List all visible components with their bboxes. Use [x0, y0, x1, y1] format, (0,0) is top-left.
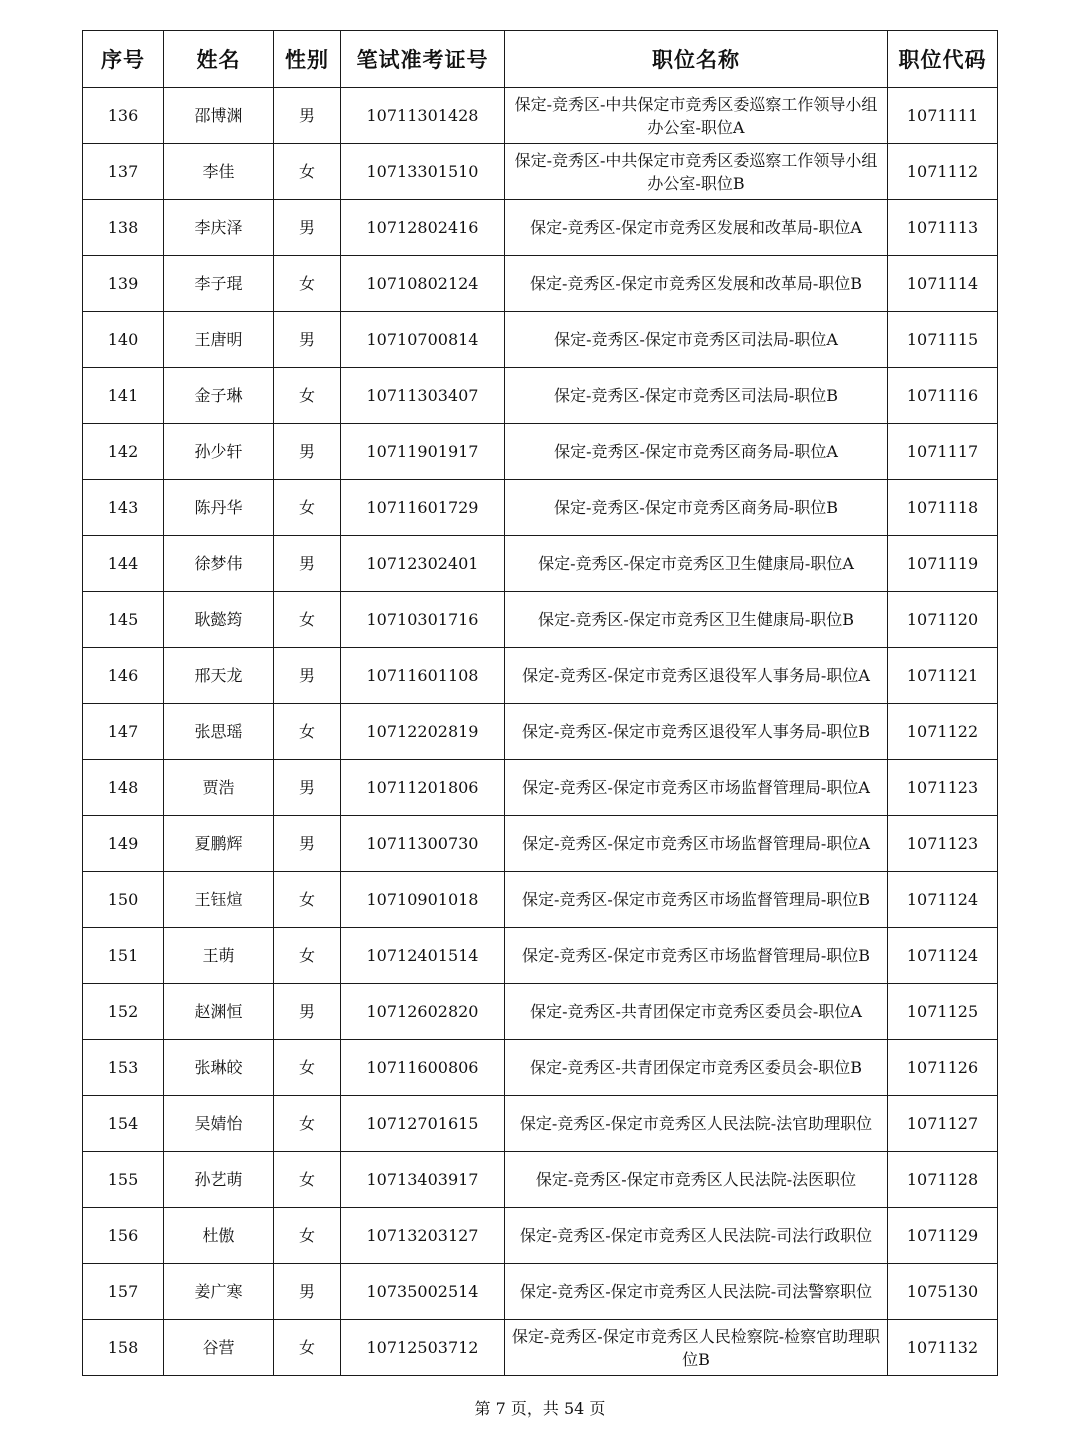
cell-position: 保定-竞秀区-保定市竞秀区人民检察院-检察官助理职位B	[505, 1320, 888, 1376]
cell-gender: 男	[274, 760, 341, 816]
cell-exam-id: 10711300730	[341, 816, 505, 872]
cell-code: 1071111	[888, 88, 998, 144]
cell-name: 耿懿筠	[164, 592, 274, 648]
cell-exam-id: 10710802124	[341, 256, 505, 312]
header-code: 职位代码	[888, 31, 998, 88]
cell-gender: 男	[274, 816, 341, 872]
cell-seq: 140	[83, 312, 164, 368]
table-row	[83, 424, 998, 480]
cell-position: 保定-竞秀区-保定市竞秀区市场监督管理局-职位B	[505, 928, 888, 984]
cell-gender: 女	[274, 480, 341, 536]
cell-code: 1075130	[888, 1264, 998, 1320]
cell-code: 1071120	[888, 592, 998, 648]
cell-code: 1071124	[888, 872, 998, 928]
cell-gender: 男	[274, 88, 341, 144]
cell-exam-id: 10711601108	[341, 648, 505, 704]
cell-name: 陈丹华	[164, 480, 274, 536]
table-row	[83, 872, 998, 928]
cell-position: 保定-竞秀区-保定市竞秀区司法局-职位B	[505, 368, 888, 424]
cell-seq: 138	[83, 200, 164, 256]
cell-position: 保定-竞秀区-保定市竞秀区市场监督管理局-职位A	[505, 760, 888, 816]
table-row	[83, 1320, 998, 1376]
cell-position: 保定-竞秀区-保定市竞秀区市场监督管理局-职位A	[505, 816, 888, 872]
cell-gender: 男	[274, 536, 341, 592]
cell-gender: 女	[274, 1096, 341, 1152]
cell-exam-id: 10712302401	[341, 536, 505, 592]
cell-seq: 149	[83, 816, 164, 872]
table-row	[83, 368, 998, 424]
cell-code: 1071115	[888, 312, 998, 368]
cell-name: 吴婧怡	[164, 1096, 274, 1152]
header-name: 姓名	[164, 31, 274, 88]
cell-name: 夏鹏辉	[164, 816, 274, 872]
cell-gender: 女	[274, 1152, 341, 1208]
cell-position: 保定-竞秀区-保定市竞秀区卫生健康局-职位A	[505, 536, 888, 592]
cell-exam-id: 10711301428	[341, 88, 505, 144]
cell-position: 保定-竞秀区-保定市竞秀区市场监督管理局-职位B	[505, 872, 888, 928]
cell-name: 王唐明	[164, 312, 274, 368]
cell-position: 保定-竞秀区-保定市竞秀区人民法院-司法行政职位	[505, 1208, 888, 1264]
table-row	[83, 480, 998, 536]
cell-position: 保定-竞秀区-保定市竞秀区商务局-职位A	[505, 424, 888, 480]
cell-seq: 137	[83, 144, 164, 200]
cell-code: 1071116	[888, 368, 998, 424]
header-position: 职位名称	[505, 31, 888, 88]
table-row	[83, 760, 998, 816]
cell-gender: 女	[274, 1208, 341, 1264]
cell-gender: 男	[274, 312, 341, 368]
cell-code: 1071126	[888, 1040, 998, 1096]
cell-seq: 141	[83, 368, 164, 424]
cell-position: 保定-竞秀区-保定市竞秀区发展和改革局-职位A	[505, 200, 888, 256]
cell-gender: 男	[274, 1264, 341, 1320]
cell-position: 保定-竞秀区-保定市竞秀区人民法院-法官助理职位	[505, 1096, 888, 1152]
cell-seq: 148	[83, 760, 164, 816]
cell-code: 1071124	[888, 928, 998, 984]
cell-seq: 155	[83, 1152, 164, 1208]
cell-exam-id: 10712401514	[341, 928, 505, 984]
cell-code: 1071128	[888, 1152, 998, 1208]
cell-code: 1071119	[888, 536, 998, 592]
cell-position: 保定-竞秀区-保定市竞秀区人民法院-司法警察职位	[505, 1264, 888, 1320]
header-exam-id: 笔试准考证号	[341, 31, 505, 88]
cell-seq: 156	[83, 1208, 164, 1264]
cell-seq: 158	[83, 1320, 164, 1376]
cell-exam-id: 10712503712	[341, 1320, 505, 1376]
cell-exam-id: 10713403917	[341, 1152, 505, 1208]
cell-exam-id: 10711601729	[341, 480, 505, 536]
cell-gender: 男	[274, 424, 341, 480]
table-row	[83, 984, 998, 1040]
cell-gender: 女	[274, 144, 341, 200]
cell-position: 保定-竞秀区-共青团保定市竞秀区委员会-职位A	[505, 984, 888, 1040]
table-row	[83, 1040, 998, 1096]
cell-name: 王钰煊	[164, 872, 274, 928]
cell-exam-id: 10711600806	[341, 1040, 505, 1096]
table-row	[83, 144, 998, 200]
cell-name: 孙艺萌	[164, 1152, 274, 1208]
candidate-table	[82, 30, 998, 1376]
cell-name: 贾浩	[164, 760, 274, 816]
table-row	[83, 536, 998, 592]
table-body	[83, 88, 998, 1376]
header-seq: 序号	[83, 31, 164, 88]
table-header-row	[83, 31, 998, 88]
cell-name: 孙少轩	[164, 424, 274, 480]
cell-name: 谷营	[164, 1320, 274, 1376]
candidate-table-container	[82, 30, 997, 1376]
cell-exam-id: 10712202819	[341, 704, 505, 760]
cell-gender: 男	[274, 984, 341, 1040]
cell-code: 1071127	[888, 1096, 998, 1152]
table-row	[83, 1152, 998, 1208]
cell-position: 保定-竞秀区-保定市竞秀区退役军人事务局-职位B	[505, 704, 888, 760]
table-row	[83, 256, 998, 312]
cell-seq: 136	[83, 88, 164, 144]
table-row	[83, 1264, 998, 1320]
cell-name: 李佳	[164, 144, 274, 200]
cell-gender: 男	[274, 648, 341, 704]
cell-gender: 男	[274, 200, 341, 256]
table-row	[83, 1208, 998, 1264]
cell-seq: 153	[83, 1040, 164, 1096]
cell-code: 1071113	[888, 200, 998, 256]
cell-code: 1071129	[888, 1208, 998, 1264]
table-row	[83, 592, 998, 648]
cell-exam-id: 10712802416	[341, 200, 505, 256]
cell-name: 杜傲	[164, 1208, 274, 1264]
cell-position: 保定-竞秀区-保定市竞秀区司法局-职位A	[505, 312, 888, 368]
cell-name: 李子琨	[164, 256, 274, 312]
cell-code: 1071123	[888, 760, 998, 816]
cell-gender: 女	[274, 928, 341, 984]
cell-exam-id: 10711901917	[341, 424, 505, 480]
cell-exam-id: 10711201806	[341, 760, 505, 816]
cell-code: 1071123	[888, 816, 998, 872]
table-row	[83, 88, 998, 144]
table-row	[83, 928, 998, 984]
cell-seq: 154	[83, 1096, 164, 1152]
cell-position: 保定-竞秀区-保定市竞秀区退役军人事务局-职位A	[505, 648, 888, 704]
cell-gender: 女	[274, 872, 341, 928]
cell-code: 1071117	[888, 424, 998, 480]
cell-position: 保定-竞秀区-中共保定市竞秀区委巡察工作领导小组办公室-职位A	[505, 88, 888, 144]
cell-exam-id: 10712701615	[341, 1096, 505, 1152]
cell-position: 保定-竞秀区-保定市竞秀区商务局-职位B	[505, 480, 888, 536]
table-row	[83, 200, 998, 256]
cell-gender: 女	[274, 704, 341, 760]
cell-name: 金子琳	[164, 368, 274, 424]
cell-exam-id: 10710901018	[341, 872, 505, 928]
table-row	[83, 648, 998, 704]
cell-seq: 139	[83, 256, 164, 312]
cell-seq: 144	[83, 536, 164, 592]
cell-gender: 女	[274, 368, 341, 424]
table-row	[83, 1096, 998, 1152]
table-row	[83, 704, 998, 760]
cell-name: 姜广寒	[164, 1264, 274, 1320]
cell-seq: 150	[83, 872, 164, 928]
cell-name: 张琳皎	[164, 1040, 274, 1096]
cell-exam-id: 10735002514	[341, 1264, 505, 1320]
cell-name: 李庆泽	[164, 200, 274, 256]
cell-name: 张思瑶	[164, 704, 274, 760]
cell-name: 赵渊恒	[164, 984, 274, 1040]
cell-seq: 142	[83, 424, 164, 480]
cell-code: 1071132	[888, 1320, 998, 1376]
table-row	[83, 816, 998, 872]
cell-seq: 151	[83, 928, 164, 984]
cell-name: 邢天龙	[164, 648, 274, 704]
cell-gender: 女	[274, 592, 341, 648]
cell-seq: 146	[83, 648, 164, 704]
cell-exam-id: 10712602820	[341, 984, 505, 1040]
page-footer: 第 7 页，共 54 页	[474, 1399, 606, 1418]
cell-exam-id: 10710700814	[341, 312, 505, 368]
cell-code: 1071114	[888, 256, 998, 312]
cell-position: 保定-竞秀区-中共保定市竞秀区委巡察工作领导小组办公室-职位B	[505, 144, 888, 200]
table-row	[83, 312, 998, 368]
cell-seq: 143	[83, 480, 164, 536]
cell-code: 1071122	[888, 704, 998, 760]
cell-position: 保定-竞秀区-保定市竞秀区发展和改革局-职位B	[505, 256, 888, 312]
cell-exam-id: 10713301510	[341, 144, 505, 200]
cell-exam-id: 10711303407	[341, 368, 505, 424]
header-gender: 性别	[274, 31, 341, 88]
cell-gender: 女	[274, 256, 341, 312]
cell-name: 邵博渊	[164, 88, 274, 144]
cell-position: 保定-竞秀区-保定市竞秀区人民法院-法医职位	[505, 1152, 888, 1208]
cell-name: 徐梦伟	[164, 536, 274, 592]
cell-exam-id: 10710301716	[341, 592, 505, 648]
cell-seq: 145	[83, 592, 164, 648]
cell-position: 保定-竞秀区-保定市竞秀区卫生健康局-职位B	[505, 592, 888, 648]
cell-code: 1071121	[888, 648, 998, 704]
cell-code: 1071125	[888, 984, 998, 1040]
cell-code: 1071112	[888, 144, 998, 200]
cell-seq: 147	[83, 704, 164, 760]
cell-code: 1071118	[888, 480, 998, 536]
cell-exam-id: 10713203127	[341, 1208, 505, 1264]
cell-name: 王萌	[164, 928, 274, 984]
cell-seq: 152	[83, 984, 164, 1040]
cell-gender: 女	[274, 1320, 341, 1376]
cell-seq: 157	[83, 1264, 164, 1320]
cell-position: 保定-竞秀区-共青团保定市竞秀区委员会-职位B	[505, 1040, 888, 1096]
cell-gender: 女	[274, 1040, 341, 1096]
